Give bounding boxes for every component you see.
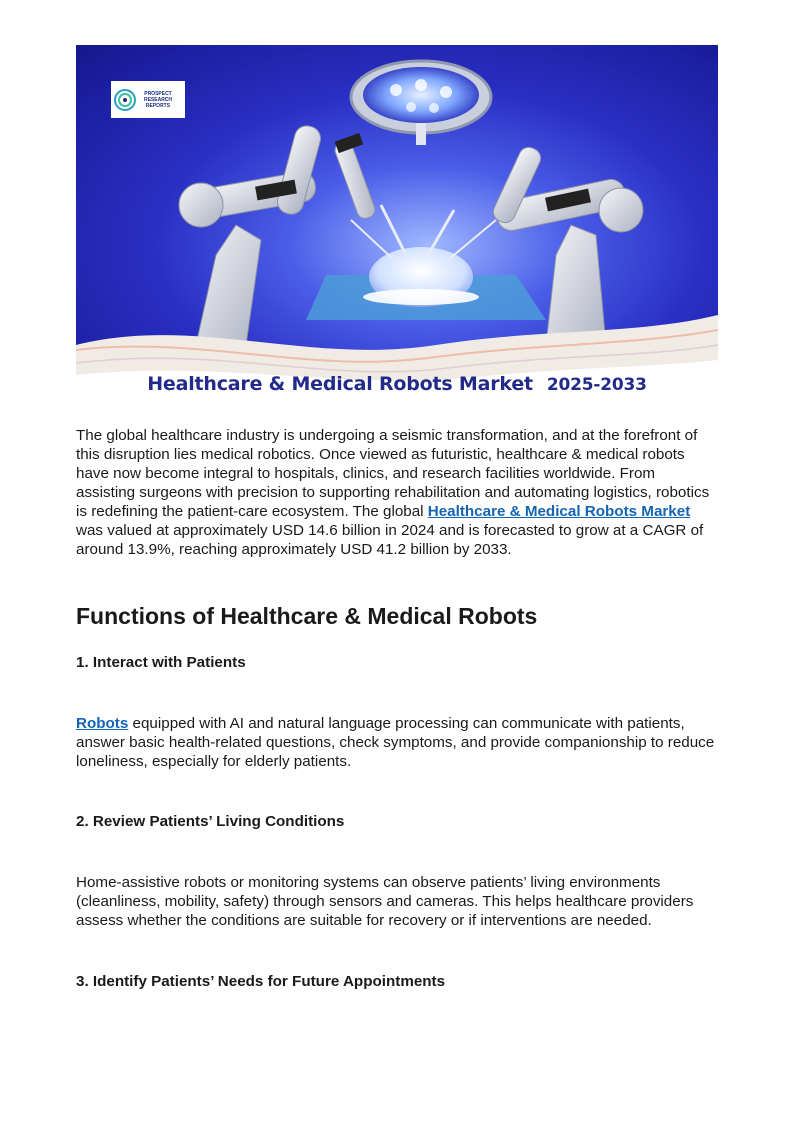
robots-link[interactable]: Robots <box>76 715 129 732</box>
function-2-text: Home-assistive robots or monitoring systems can observe patients’ living environments (cleanliness, mobility, safety) through sensors and cameras. This helps healthcare providers assess whether the conditions are suitable for recovery or if interventions are needed. <box>76 874 694 929</box>
market-report-link[interactable]: Healthcare & Medical Robots Market <box>427 503 691 520</box>
hero-banner <box>76 45 718 409</box>
function-1-title: 1. Interact with Patients <box>76 654 246 671</box>
intro-text-after: was valued at approximately USD 14.6 billion in 2024 and is forecasted to grow at a CAGR of around 13.9%, reaching approximately USD 41.2 billion by 2033. <box>76 522 704 558</box>
section-heading: Functions of Healthcare & Medical Robots <box>76 603 538 629</box>
intro-text-before: The global healthcare industry is undergoing a seismic transformation, and at the forefront of this disruption lies medical robotics. Once viewed as futuristic, healthcare & medical robots have now become integral to hospitals, clinics, and research facilities worldwide. From assisting surgeons with precision to supporting rehabilitation and automating logistics, robotics is redefining the patient-care ecosystem. The global <box>76 427 710 520</box>
function-2-title: 2. Review Patients’ Living Conditions <box>76 813 345 830</box>
function-1-text <box>76 714 718 771</box>
function-3-title: 3. Identify Patients’ Needs for Future Appointments <box>76 973 446 990</box>
logo-line2: RESEARCH REPORTS <box>143 96 173 109</box>
banner-years: 2025-2033 <box>546 375 647 395</box>
company-logo <box>111 81 185 118</box>
surgical-lamp-icon <box>351 61 491 145</box>
banner-title-text: Healthcare & Medical Robots Market <box>147 373 533 395</box>
logo-line1: PROSPECT <box>144 90 172 97</box>
function-1-body: equipped with AI and natural language processing can communicate with patients, answer basic health-related questions, check symptoms, and provide companionship to reduce loneliness, especially for elderly patients. <box>76 715 715 770</box>
globe-logo-icon <box>114 89 136 111</box>
banner-title <box>76 373 718 395</box>
document-page <box>76 45 718 991</box>
intro-paragraph <box>76 426 718 559</box>
